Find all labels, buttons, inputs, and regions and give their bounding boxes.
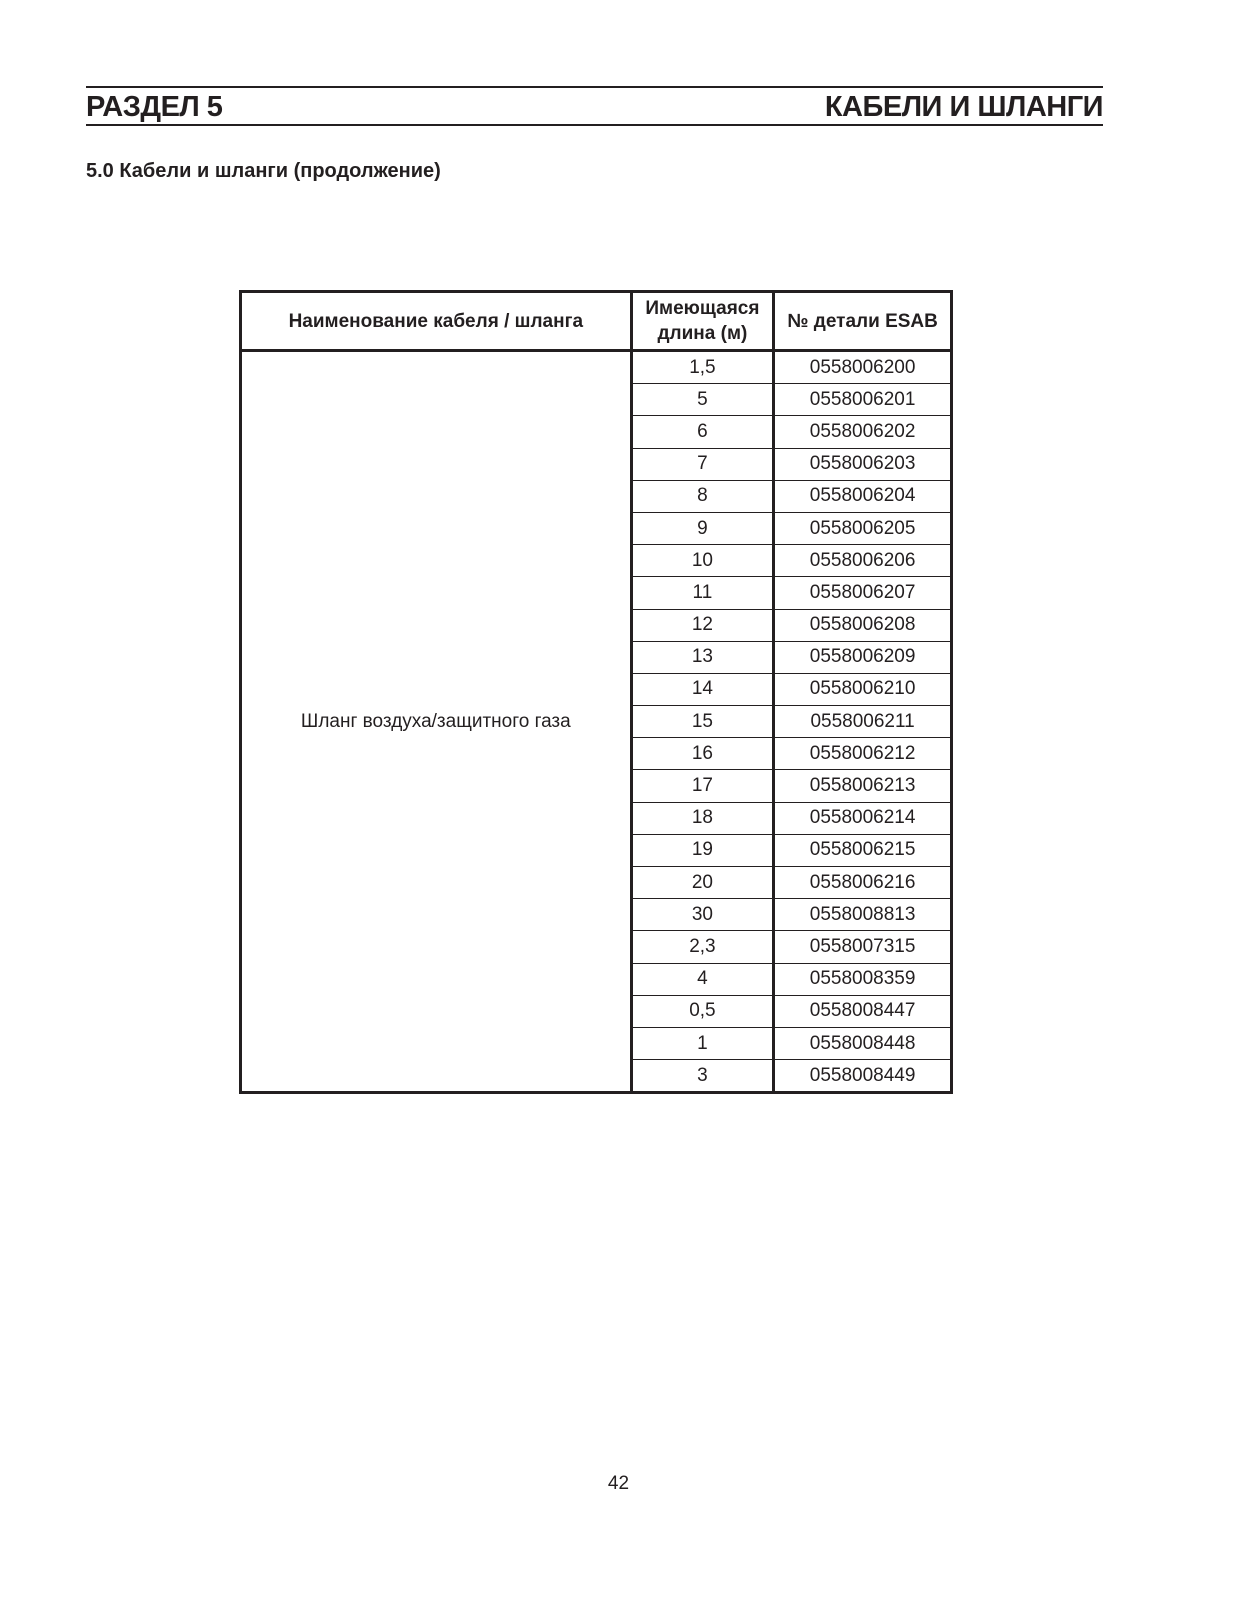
part-number-cell: 0558006205 — [774, 512, 952, 544]
part-number-cell: 0558008813 — [774, 899, 952, 931]
length-cell: 6 — [631, 416, 774, 448]
parts-table — [239, 290, 953, 1094]
subsection-title: 5.0 Кабели и шланги (продолжение) — [86, 160, 441, 182]
part-number-cell: 0558006211 — [774, 706, 952, 738]
length-cell: 3 — [631, 1060, 774, 1093]
section-header — [86, 86, 1103, 126]
length-cell: 12 — [631, 609, 774, 641]
part-number-cell: 0558006210 — [774, 673, 952, 705]
section-title: КАБЕЛИ И ШЛАНГИ — [824, 91, 1103, 123]
part-number-cell: 0558006201 — [774, 384, 952, 416]
part-number-cell: 0558006214 — [774, 802, 952, 834]
length-cell: 1,5 — [631, 351, 774, 384]
part-number-cell: 0558006209 — [774, 641, 952, 673]
item-name-cell: Шланг воздуха/защитного газа — [241, 351, 632, 1093]
part-number-cell: 0558007315 — [774, 931, 952, 963]
length-cell: 4 — [631, 963, 774, 995]
part-number-cell: 0558006212 — [774, 738, 952, 770]
length-cell: 16 — [631, 738, 774, 770]
part-number-cell: 0558006202 — [774, 416, 952, 448]
length-cell: 5 — [631, 384, 774, 416]
part-number-cell: 0558006215 — [774, 834, 952, 866]
page-number: 42 — [607, 1473, 630, 1494]
column-header-length-line2: длина (м) — [657, 323, 748, 344]
table-body — [241, 351, 952, 1093]
column-header-part-number: № детали ESAB — [774, 292, 952, 351]
part-number-cell: 0558006208 — [774, 609, 952, 641]
length-cell: 11 — [631, 577, 774, 609]
length-cell: 20 — [631, 867, 774, 899]
part-number-cell: 0558006203 — [774, 448, 952, 480]
part-number-cell: 0558008447 — [774, 995, 952, 1027]
length-cell: 0,5 — [631, 995, 774, 1027]
part-number-cell: 0558008448 — [774, 1027, 952, 1059]
part-number-cell: 0558006204 — [774, 480, 952, 512]
length-cell: 19 — [631, 834, 774, 866]
part-number-cell: 0558006216 — [774, 867, 952, 899]
length-cell: 30 — [631, 899, 774, 931]
length-cell: 10 — [631, 545, 774, 577]
length-cell: 2,3 — [631, 931, 774, 963]
part-number-cell: 0558006207 — [774, 577, 952, 609]
part-number-cell: 0558008359 — [774, 963, 952, 995]
part-number-cell: 0558006200 — [774, 351, 952, 384]
table-row — [241, 351, 952, 384]
length-cell: 17 — [631, 770, 774, 802]
length-cell: 13 — [631, 641, 774, 673]
length-cell: 14 — [631, 673, 774, 705]
length-cell: 18 — [631, 802, 774, 834]
length-cell: 9 — [631, 512, 774, 544]
part-number-cell: 0558006206 — [774, 545, 952, 577]
length-cell: 8 — [631, 480, 774, 512]
length-cell: 1 — [631, 1027, 774, 1059]
column-header-length — [631, 292, 774, 351]
length-cell: 15 — [631, 706, 774, 738]
part-number-cell: 0558006213 — [774, 770, 952, 802]
length-cell: 7 — [631, 448, 774, 480]
part-number-cell: 0558008449 — [774, 1060, 952, 1093]
table-header — [241, 292, 952, 351]
section-number: РАЗДЕЛ 5 — [86, 91, 223, 123]
table-header-row — [241, 292, 952, 351]
column-header-name: Наименование кабеля / шланга — [241, 292, 632, 351]
column-header-length-line1: Имеющаяся — [645, 298, 760, 319]
